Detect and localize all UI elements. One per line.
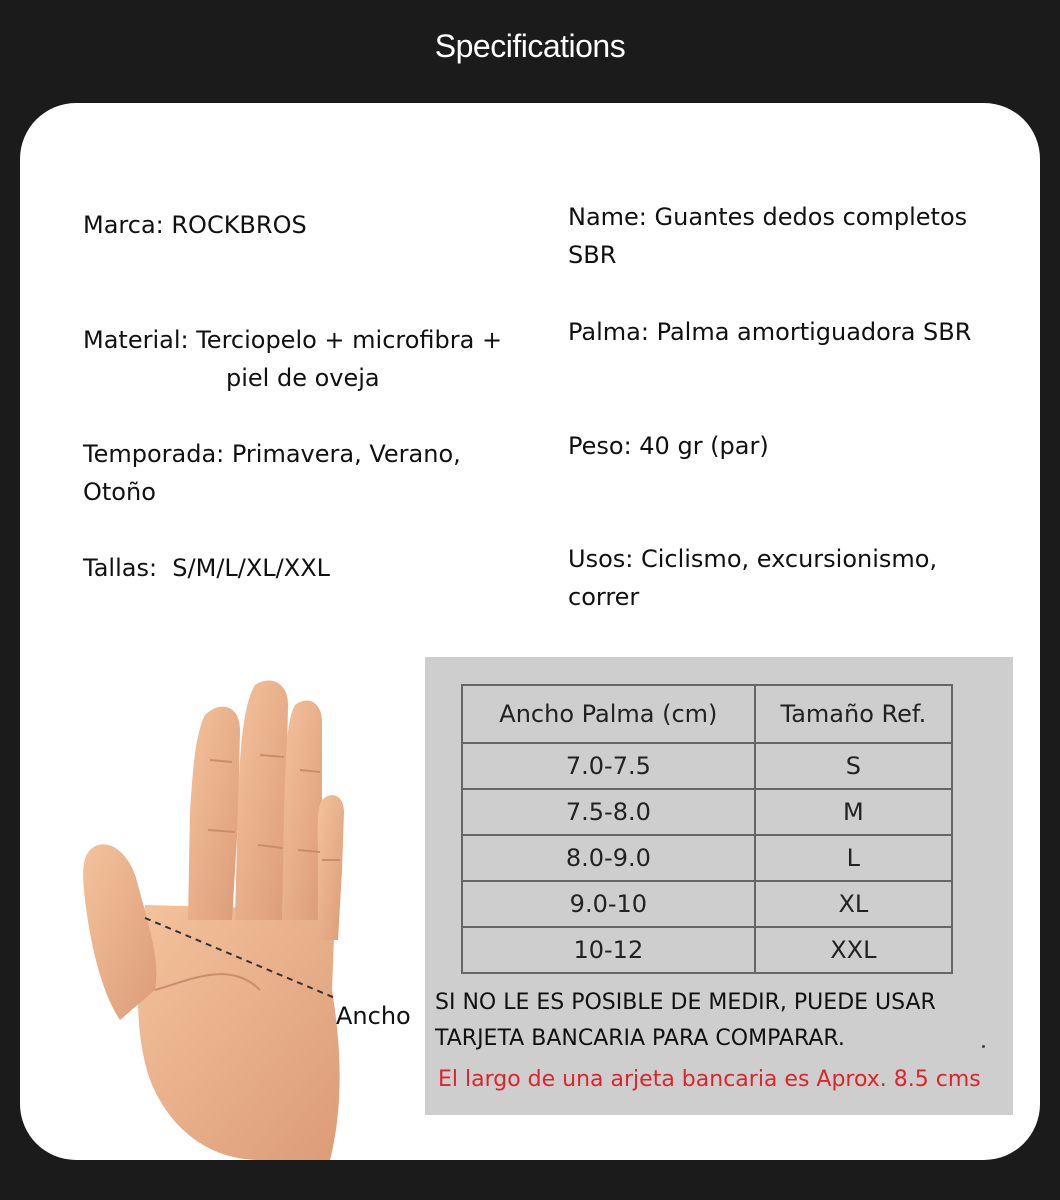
spec-tallas: Tallas: S/M/L/XL/XXL: [83, 554, 331, 582]
hand-illustration: [60, 660, 360, 1160]
spec-name-line1: Name: Guantes dedos completos: [568, 203, 968, 231]
spec-material-line1: Material: Terciopelo + microfibra +: [83, 326, 503, 354]
spec-marca: Marca: ROCKBROS: [83, 211, 307, 239]
table-cell-size: M: [755, 789, 952, 835]
table-header-row: [462, 685, 952, 743]
spec-material-line2: piel de oveja: [226, 364, 380, 392]
page-title: Specifications: [434, 28, 626, 64]
table-row: [462, 881, 952, 927]
table-row: [462, 835, 952, 881]
table-cell-size: L: [755, 835, 952, 881]
spec-usos-line1: Usos: Ciclismo, excursionismo,: [568, 545, 938, 573]
size-guide-panel: [425, 657, 1013, 1115]
col-header-width: Ancho Palma (cm): [462, 685, 755, 743]
size-table: [461, 684, 953, 974]
spec-temporada-line2: Otoño: [83, 478, 156, 506]
table-cell-width: 7.5-8.0: [462, 789, 755, 835]
table-cell-width: 8.0-9.0: [462, 835, 755, 881]
table-cell-size: S: [755, 743, 952, 789]
col-header-size: Tamaño Ref.: [755, 685, 952, 743]
measure-note: [435, 985, 936, 1057]
spec-usos-line2: correr: [568, 583, 640, 611]
table-cell-width: 10-12: [462, 927, 755, 973]
stray-dot: [982, 1045, 985, 1048]
spec-temporada: [83, 435, 461, 511]
card-length-note: El largo de una arjeta bancaria es Aprox. 8.5 cms: [438, 1067, 981, 1092]
spec-usos: [568, 540, 937, 616]
table-row: [462, 927, 952, 973]
table-cell-size: XXL: [755, 927, 952, 973]
table-row: [462, 789, 952, 835]
spec-peso: Peso: 40 gr (par): [568, 432, 769, 460]
measure-note-line2: TARJETA BANCARIA PARA COMPARAR.: [435, 1026, 845, 1051]
table-cell-size: XL: [755, 881, 952, 927]
spec-palma: Palma: Palma amortiguadora SBR: [568, 318, 972, 346]
measure-note-line1: SI NO LE ES POSIBLE DE MEDIR, PUEDE USAR: [435, 990, 936, 1015]
spec-name: [568, 198, 967, 274]
spec-name-line2: SBR: [568, 241, 617, 269]
spec-temporada-line1: Temporada: Primavera, Verano,: [83, 440, 461, 468]
table-cell-width: 9.0-10: [462, 881, 755, 927]
hand-width-label: Ancho: [336, 1002, 411, 1030]
table-cell-width: 7.0-7.5: [462, 743, 755, 789]
table-row: [462, 743, 952, 789]
spec-material: [83, 321, 502, 397]
